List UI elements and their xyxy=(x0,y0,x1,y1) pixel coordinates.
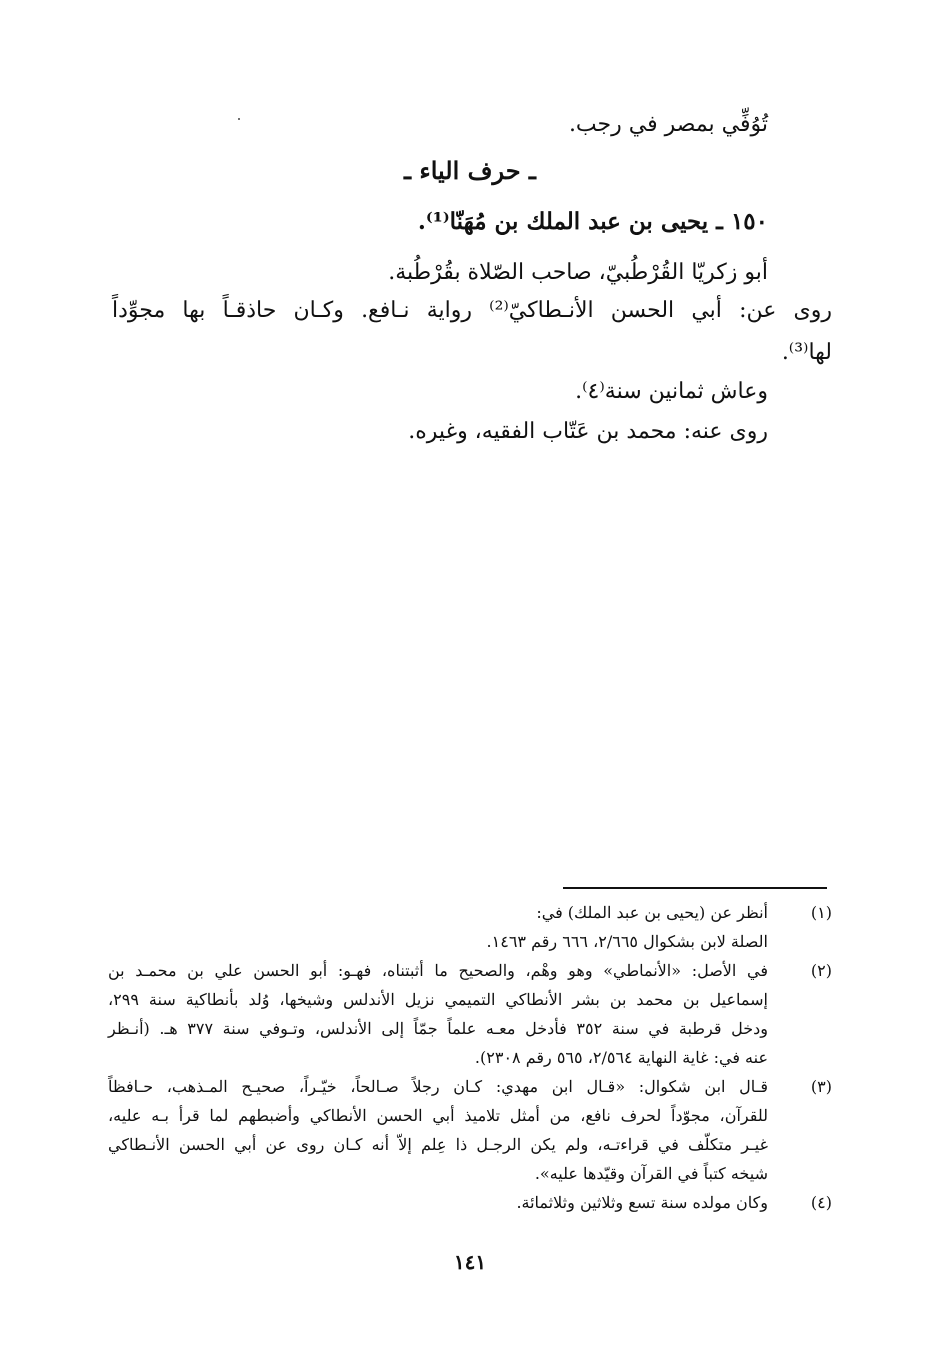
text-line-age: وعاش ثمانين سنة⁽٤⁾. xyxy=(575,379,768,404)
footnote-line: شيخه كتباً في القرآن وقيّدها عليه». xyxy=(534,1164,768,1183)
footnote-line: في الأصل: «الأنماطي» وهو وهْم، والصحيح ما أثبتناه، فهـو: أبو الحسن علي بن محمـد بن xyxy=(108,961,768,980)
footnote-number: (١) xyxy=(810,903,832,922)
text-line-death-note: تُوُفِّي بمصر في رجب. xyxy=(568,112,768,137)
footnote-line: للقرآن، مجوّداً لحرف نافع، من أمثل تلاميذ أبي الحسن الأنطاكي وأضبطهم لما قرأ بـه عليه، xyxy=(108,1106,768,1125)
footnote-line: عنه في: غاية النهاية ٢/٥٦٤، ٥٦٥ رقم ٢٣٠٨). xyxy=(474,1048,768,1067)
footnote-number: (٣) xyxy=(810,1077,832,1096)
footnote-line: الصلة لابن بشكوال ٢/٦٦٥، ٦٦٦ رقم ١٤٦٣. xyxy=(486,932,768,951)
footnote-number: (٢) xyxy=(810,961,832,980)
footnote-separator xyxy=(563,887,827,889)
footnote-line: غيـر متكلّف في قراءتـه، ولم يكن الرجـل ذا عِلم إلاّ أنه كـان روى عن أبي الحسن الأنـطاكي xyxy=(108,1135,768,1154)
footnote-number: (٤) xyxy=(810,1193,832,1212)
footnote-line: إسماعيل بن محمد بن بشر الأنطاكي التميمي نزيل الأندلس وشيخها، وُلد بأنطاكية سنة ٢٩٩، xyxy=(108,990,769,1009)
ink-speck xyxy=(238,118,240,120)
section-heading: ـ حرف الياء ـ xyxy=(404,156,536,185)
footnote-line: قـال ابن شكوال: «قـال ابن مهدي: كـان رجلاً صـالحاً، خيّـراً، صحيـح المـذهب، حـافظاً xyxy=(108,1077,768,1096)
text-line-students: روى عنه: محمد بن عَتّاب الفقيه، وغيره. xyxy=(408,419,768,444)
text-line-riwaya: روى عن: أبي الحسن الأنـطاكيّ⁽²⁾ رواية نـافع. وكـان حاذقـاً بها مجوِّداً xyxy=(112,298,832,323)
footnote-line: ودخل قرطبة في سنة ٣٥٢ فأدخل معـه علماً جمّاً إلى الأندلس، وتـوفي سنة ٣٧٧ هـ. (أنـظر xyxy=(108,1019,768,1038)
entry-title: ١٥٠ ـ يحيى بن عبد الملك بن مُهَنّا⁽¹⁾. xyxy=(417,208,768,235)
footnote-line: وكان مولده سنة تسع وثلاثين وثلاثمائة. xyxy=(516,1193,768,1212)
footnote-line: أنظر عن (يحيى بن عبد الملك) في: xyxy=(536,903,768,922)
text-line-kunya: أبو زكريّا القُرْطُبيّ، صاحب الصّلاة بقُرْطُبة. xyxy=(388,260,768,285)
text-line-riwaya-continued: لها⁽³⁾. xyxy=(781,340,832,365)
page-number: ١٤١ xyxy=(453,1250,487,1274)
